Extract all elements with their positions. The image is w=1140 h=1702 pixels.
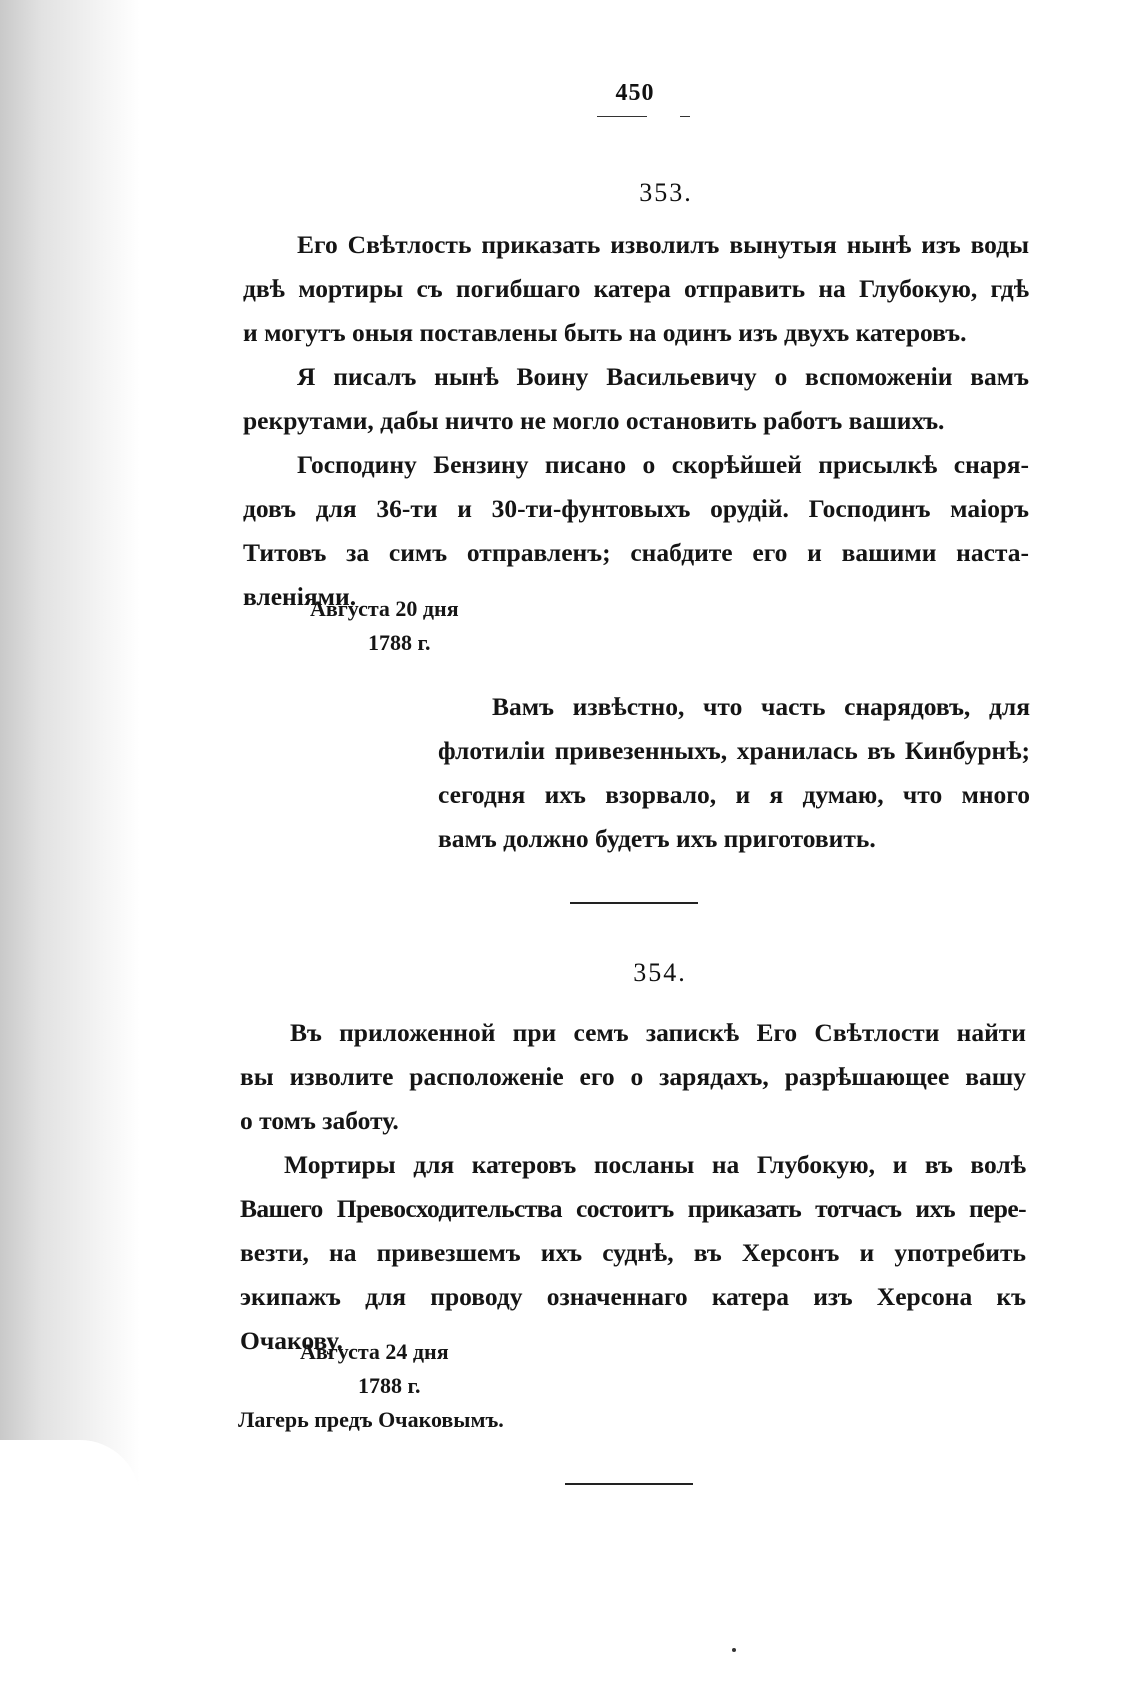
page-number: 450 [615, 80, 655, 106]
text-line: Очакову. [240, 1326, 343, 1355]
text-line: Вашего Превосходительства состоитъ приказать тотчасъ ихъ пере- [240, 1194, 1026, 1223]
text-line: Господину Бензину писано о скорѣйшей присылкѣ снаря- [297, 450, 1029, 479]
date-day: Августа 20 дня [310, 596, 459, 621]
date-place: Лагерь предъ Очаковымъ. [238, 1407, 504, 1432]
text-line: экипажъ для проводу означеннаго катера изъ Херсона къ [240, 1282, 1026, 1311]
scan-shading-lower [0, 1440, 140, 1702]
section-divider [565, 1483, 693, 1485]
text-line: сегодня ихъ взорвало, и я думаю, что много [438, 780, 1030, 809]
doc-353-body [243, 223, 1029, 619]
section-divider [570, 902, 698, 904]
text-line: Мортиры для катеровъ посланы на Глубокую, и въ волѣ [284, 1150, 1026, 1179]
date-year: 1788 г. [358, 1373, 421, 1398]
scan-speck [732, 1648, 736, 1652]
text-line: Въ приложенной при семъ запискѣ Его Свѣтлости найти [290, 1018, 1026, 1047]
doc-354-body [240, 1011, 1026, 1363]
text-line: флотиліи привезенныхъ, хранилась въ Кинбурнѣ; [438, 736, 1030, 765]
doc-number-353: 353. [639, 178, 693, 207]
text-line: Вамъ извѣстно, что часть снарядовъ, для [492, 692, 1030, 721]
date-day: Августа 24 дня [300, 1339, 449, 1364]
text-line: о томъ заботу. [240, 1106, 399, 1135]
text-line: вамъ должно будетъ ихъ приготовить. [438, 824, 876, 853]
date-year: 1788 г. [368, 630, 431, 655]
text-line: Титовъ за симъ отправленъ; снабдите его и вашими наста- [243, 538, 1029, 567]
page-number-dash [680, 116, 690, 117]
doc-353-postscript [438, 685, 1030, 861]
text-line: двѣ мортиры съ погибшаго катера отправить на Глубокую, гдѣ [243, 274, 1029, 303]
text-line: вы изволите расположеніе его о зарядахъ, разрѣшающее вашу [240, 1062, 1026, 1091]
doc-number-354: 354. [633, 958, 687, 987]
doc-353-date [310, 592, 459, 660]
text-line: Я писалъ нынѣ Воину Васильевичу о вспоможеніи вамъ [297, 362, 1029, 391]
text-line: довъ для 36-ти и 30-ти-фунтовыхъ орудій. Господинъ маіоръ [243, 494, 1029, 523]
text-line: рекрутами, дабы ничто не могло остановить работъ вашихъ. [243, 406, 945, 435]
text-line: и могутъ оныя поставлены быть на одинъ изъ двухъ катеровъ. [243, 318, 967, 347]
text-line: вленіями. [243, 582, 357, 611]
text-line: везти, на привезшемъ ихъ суднѣ, въ Херсонъ и употребить [240, 1238, 1026, 1267]
page-number-underline [597, 116, 647, 117]
text-line: Его Свѣтлость приказать изволилъ вынутыя нынѣ изъ воды [297, 230, 1029, 259]
